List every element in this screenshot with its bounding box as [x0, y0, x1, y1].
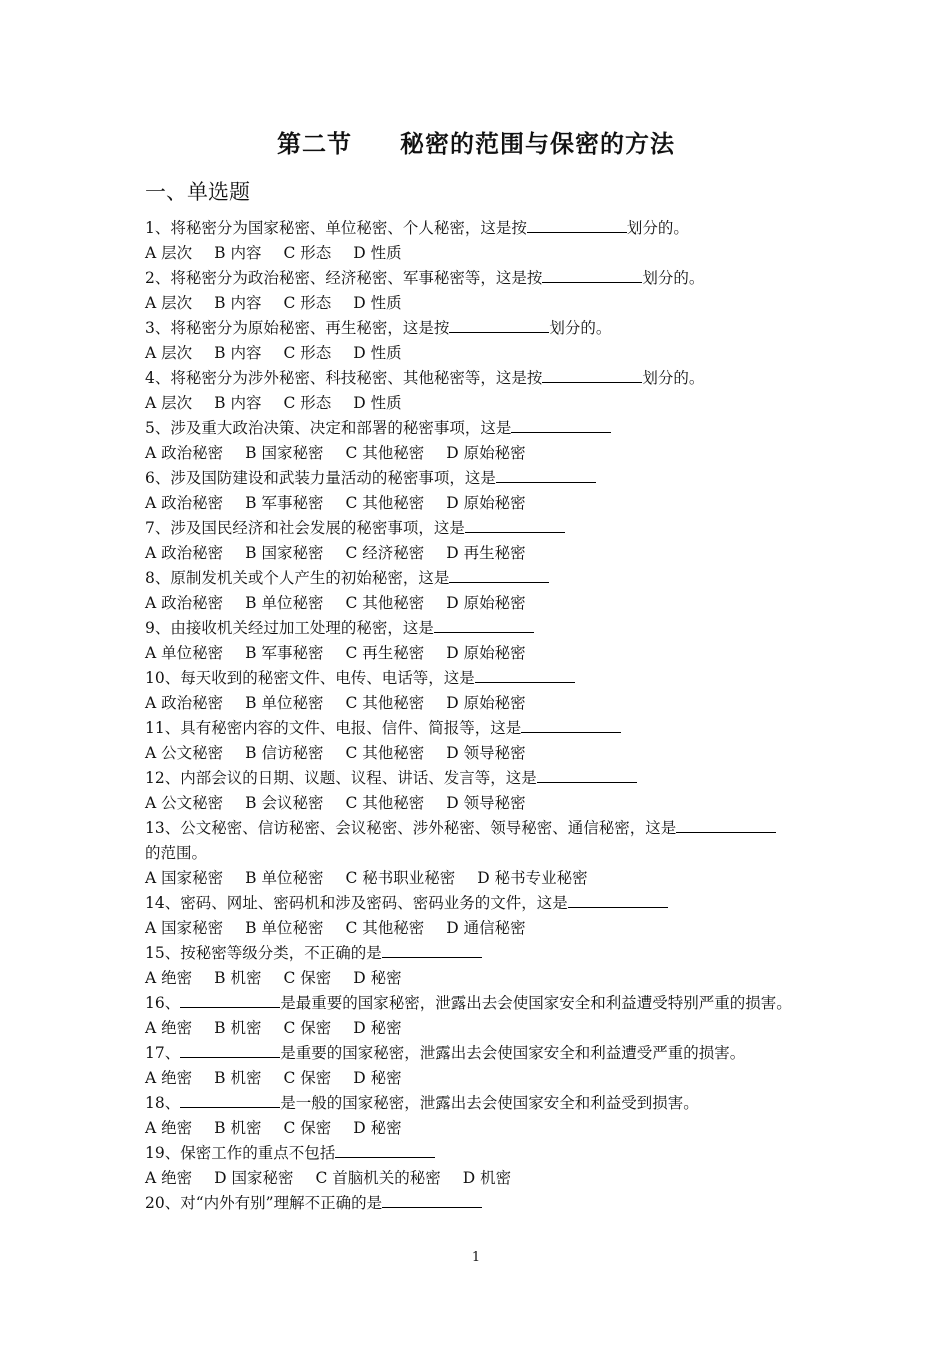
question-stem	[145, 766, 845, 791]
option-item: D 秘书专业秘密	[477, 869, 588, 887]
question-stem	[145, 216, 845, 241]
question-text: 9、由接收机关经过加工处理的秘密，这是	[145, 619, 434, 637]
option-item: A 国家秘密	[145, 919, 224, 937]
option-item: C 形态	[283, 244, 332, 262]
option-row	[145, 441, 845, 466]
option-row	[145, 1116, 845, 1141]
answer-blank	[537, 767, 637, 783]
question-stem	[145, 991, 845, 1016]
option-item: C 其他秘密	[345, 444, 425, 462]
question-text-after: 是最重要的国家秘密，泄露出去会使国家安全和利益遭受特别严重的损害。	[280, 994, 792, 1012]
answer-blank	[676, 817, 776, 833]
answer-blank	[180, 1092, 280, 1108]
question-stem	[145, 891, 845, 916]
question-text: 1、将秘密分为国家秘密、单位秘密、个人秘密，这是按	[145, 219, 527, 237]
option-item: A 层次	[145, 394, 193, 412]
option-item: B 内容	[214, 344, 262, 362]
option-item: C 其他秘密	[345, 744, 425, 762]
option-row	[145, 391, 845, 416]
option-item: A 绝密	[145, 1019, 193, 1037]
question-stem	[145, 316, 845, 341]
option-item: B 军事秘密	[245, 644, 324, 662]
title-topic: 秘密的范围与保密的方法	[400, 129, 675, 158]
option-item: B 内容	[214, 294, 262, 312]
option-item: A 政治秘密	[145, 494, 224, 512]
answer-blank	[568, 892, 668, 908]
option-item: C 其他秘密	[345, 594, 425, 612]
option-item: C 保密	[283, 1119, 332, 1137]
option-item: C 其他秘密	[345, 794, 425, 812]
option-item: D 再生秘密	[446, 544, 526, 562]
option-row	[145, 1066, 845, 1091]
answer-blank	[449, 317, 549, 333]
option-item: D 原始秘密	[446, 494, 526, 512]
answer-blank	[382, 942, 482, 958]
option-item: B 单位秘密	[245, 919, 324, 937]
option-item: B 机密	[214, 1019, 262, 1037]
option-row	[145, 866, 845, 891]
option-item: A 公文秘密	[145, 794, 224, 812]
option-item: C 其他秘密	[345, 919, 425, 937]
option-item: D 秘密	[353, 1019, 402, 1037]
question-text: 7、涉及国民经济和社会发展的秘密事项，这是	[145, 519, 465, 537]
option-row	[145, 691, 845, 716]
question-text: 10、每天收到的秘密文件、电传、电话等，这是	[145, 669, 475, 687]
option-item: A 政治秘密	[145, 594, 224, 612]
option-item: D 领导秘密	[446, 794, 526, 812]
question-text: 6、涉及国防建设和武装力量活动的秘密事项，这是	[145, 469, 496, 487]
option-row	[145, 291, 845, 316]
question-text: 8、原制发机关或个人产生的初始秘密，这是	[145, 569, 450, 587]
question-stem	[145, 1091, 845, 1116]
question-text-after: 是一般的国家秘密，泄露出去会使国家安全和利益受到损害。	[280, 1094, 699, 1112]
option-item: B 内容	[214, 394, 262, 412]
option-item: A 政治秘密	[145, 544, 224, 562]
question-text: 15、按秘密等级分类，不正确的是	[145, 944, 382, 962]
option-item: A 政治秘密	[145, 444, 224, 462]
option-item: C 保密	[283, 1069, 332, 1087]
option-row	[145, 966, 845, 991]
option-item: D 通信秘密	[446, 919, 526, 937]
option-item: C 首脑机关的秘密	[315, 1169, 441, 1187]
answer-blank	[527, 217, 627, 233]
answer-blank	[542, 367, 642, 383]
question-text-after: 是重要的国家秘密，泄露出去会使国家安全和利益遭受严重的损害。	[280, 1044, 746, 1062]
option-item: A 绝密	[145, 969, 193, 987]
option-item: B 单位秘密	[245, 694, 324, 712]
option-row	[145, 741, 845, 766]
question-continuation: 的范围。	[145, 844, 208, 862]
option-item: A 绝密	[145, 1119, 193, 1137]
option-item: B 军事秘密	[245, 494, 324, 512]
option-item: C 形态	[283, 394, 332, 412]
answer-blank	[180, 992, 280, 1008]
option-row	[145, 1166, 845, 1191]
option-item: C 再生秘密	[345, 644, 425, 662]
question-text: 14、密码、网址、密码机和涉及密码、密码业务的文件，这是	[145, 894, 568, 912]
question-text: 19、保密工作的重点不包括	[145, 1144, 336, 1162]
option-item: D 秘密	[353, 1119, 402, 1137]
option-item: A 单位秘密	[145, 644, 224, 662]
question-stem	[145, 816, 845, 841]
page-number: 1	[471, 1250, 481, 1265]
question-text: 12、内部会议的日期、议题、议程、讲话、发言等，这是	[145, 769, 537, 787]
option-item: A 绝密	[145, 1069, 193, 1087]
question-stem	[145, 941, 845, 966]
question-stem	[145, 716, 845, 741]
option-item: C 经济秘密	[345, 544, 425, 562]
answer-blank	[496, 467, 596, 483]
question-text-after: 划分的。	[549, 319, 612, 337]
question-stem	[145, 616, 845, 641]
option-item: D 性质	[353, 244, 402, 262]
question-text: 16、	[145, 994, 181, 1012]
answer-blank	[475, 667, 575, 683]
option-item: A 公文秘密	[145, 744, 224, 762]
answer-blank	[465, 517, 565, 533]
question-text: 2、将秘密分为政治秘密、经济秘密、军事秘密等，这是按	[145, 269, 543, 287]
option-row	[145, 591, 845, 616]
answer-blank	[542, 267, 642, 283]
question-text-after: 划分的。	[642, 369, 705, 387]
answer-blank	[511, 417, 611, 433]
option-item: B 国家秘密	[245, 544, 324, 562]
option-item: C 其他秘密	[345, 694, 425, 712]
option-item: D 秘密	[353, 969, 402, 987]
question-stem	[145, 366, 845, 391]
question-stem	[145, 1141, 845, 1166]
option-row	[145, 916, 845, 941]
option-item: B 机密	[214, 1119, 262, 1137]
option-item: A 国家秘密	[145, 869, 224, 887]
option-item: C 其他秘密	[345, 494, 425, 512]
question-text: 3、将秘密分为原始秘密、再生秘密，这是按	[145, 319, 450, 337]
question-stem	[145, 566, 845, 591]
question-text: 17、	[145, 1044, 181, 1062]
option-item: B 单位秘密	[245, 869, 324, 887]
title-section-number: 第二节	[277, 129, 352, 158]
option-item: D 性质	[353, 294, 402, 312]
option-item: C 形态	[283, 344, 332, 362]
option-item: B 会议秘密	[245, 794, 324, 812]
option-item: A 政治秘密	[145, 694, 224, 712]
option-item: A 绝密	[145, 1169, 193, 1187]
option-item: C 保密	[283, 1019, 332, 1037]
option-item: B 机密	[214, 969, 262, 987]
question-stem	[145, 466, 845, 491]
page-title	[0, 124, 952, 159]
question-text: 11、具有秘密内容的文件、电报、信件、简报等，这是	[145, 719, 522, 737]
question-text-after: 划分的。	[642, 269, 705, 287]
question-stem	[145, 416, 845, 441]
question-text: 20、对“内外有别”理解不正确的是	[145, 1194, 383, 1212]
section-heading: 一、单选题	[145, 180, 250, 204]
option-item: D 领导秘密	[446, 744, 526, 762]
option-item: D 机密	[462, 1169, 512, 1187]
option-item: D 原始秘密	[446, 694, 526, 712]
option-item: D 国家秘密	[214, 1169, 294, 1187]
option-item: D 性质	[353, 344, 402, 362]
option-item: B 国家秘密	[245, 444, 324, 462]
option-item: D 原始秘密	[446, 644, 526, 662]
option-item: B 信访秘密	[245, 744, 324, 762]
question-text: 4、将秘密分为涉外秘密、科技秘密、其他秘密等，这是按	[145, 369, 543, 387]
option-item: A 层次	[145, 244, 193, 262]
answer-blank	[434, 617, 534, 633]
option-item: C 秘书职业秘密	[345, 869, 456, 887]
option-item: B 单位秘密	[245, 594, 324, 612]
question-text: 18、	[145, 1094, 181, 1112]
option-row	[145, 241, 845, 266]
option-item: D 原始秘密	[446, 594, 526, 612]
answer-blank	[335, 1142, 435, 1158]
question-stem	[145, 1041, 845, 1066]
option-item: D 原始秘密	[446, 444, 526, 462]
answer-blank	[180, 1042, 280, 1058]
question-text: 13、公文秘密、信访秘密、会议秘密、涉外秘密、领导秘密、通信秘密，这是	[145, 819, 677, 837]
option-item: C 形态	[283, 294, 332, 312]
option-row	[145, 491, 845, 516]
option-row	[145, 541, 845, 566]
option-item: B 内容	[214, 244, 262, 262]
option-row	[145, 641, 845, 666]
option-item: D 秘密	[353, 1069, 402, 1087]
option-item: D 性质	[353, 394, 402, 412]
option-item: C 保密	[283, 969, 332, 987]
question-stem	[145, 666, 845, 691]
option-item: A 层次	[145, 294, 193, 312]
question-stem	[145, 266, 845, 291]
option-item: A 层次	[145, 344, 193, 362]
question-list	[145, 216, 845, 1216]
question-text: 5、涉及重大政治决策、决定和部署的秘密事项，这是	[145, 419, 512, 437]
answer-blank	[521, 717, 621, 733]
question-stem	[145, 516, 845, 541]
answer-blank	[449, 567, 549, 583]
answer-blank	[382, 1192, 482, 1208]
option-row	[145, 1016, 845, 1041]
option-row	[145, 341, 845, 366]
question-stem	[145, 1191, 845, 1216]
question-text-after: 划分的。	[626, 219, 689, 237]
option-row	[145, 791, 845, 816]
option-item: B 机密	[214, 1069, 262, 1087]
